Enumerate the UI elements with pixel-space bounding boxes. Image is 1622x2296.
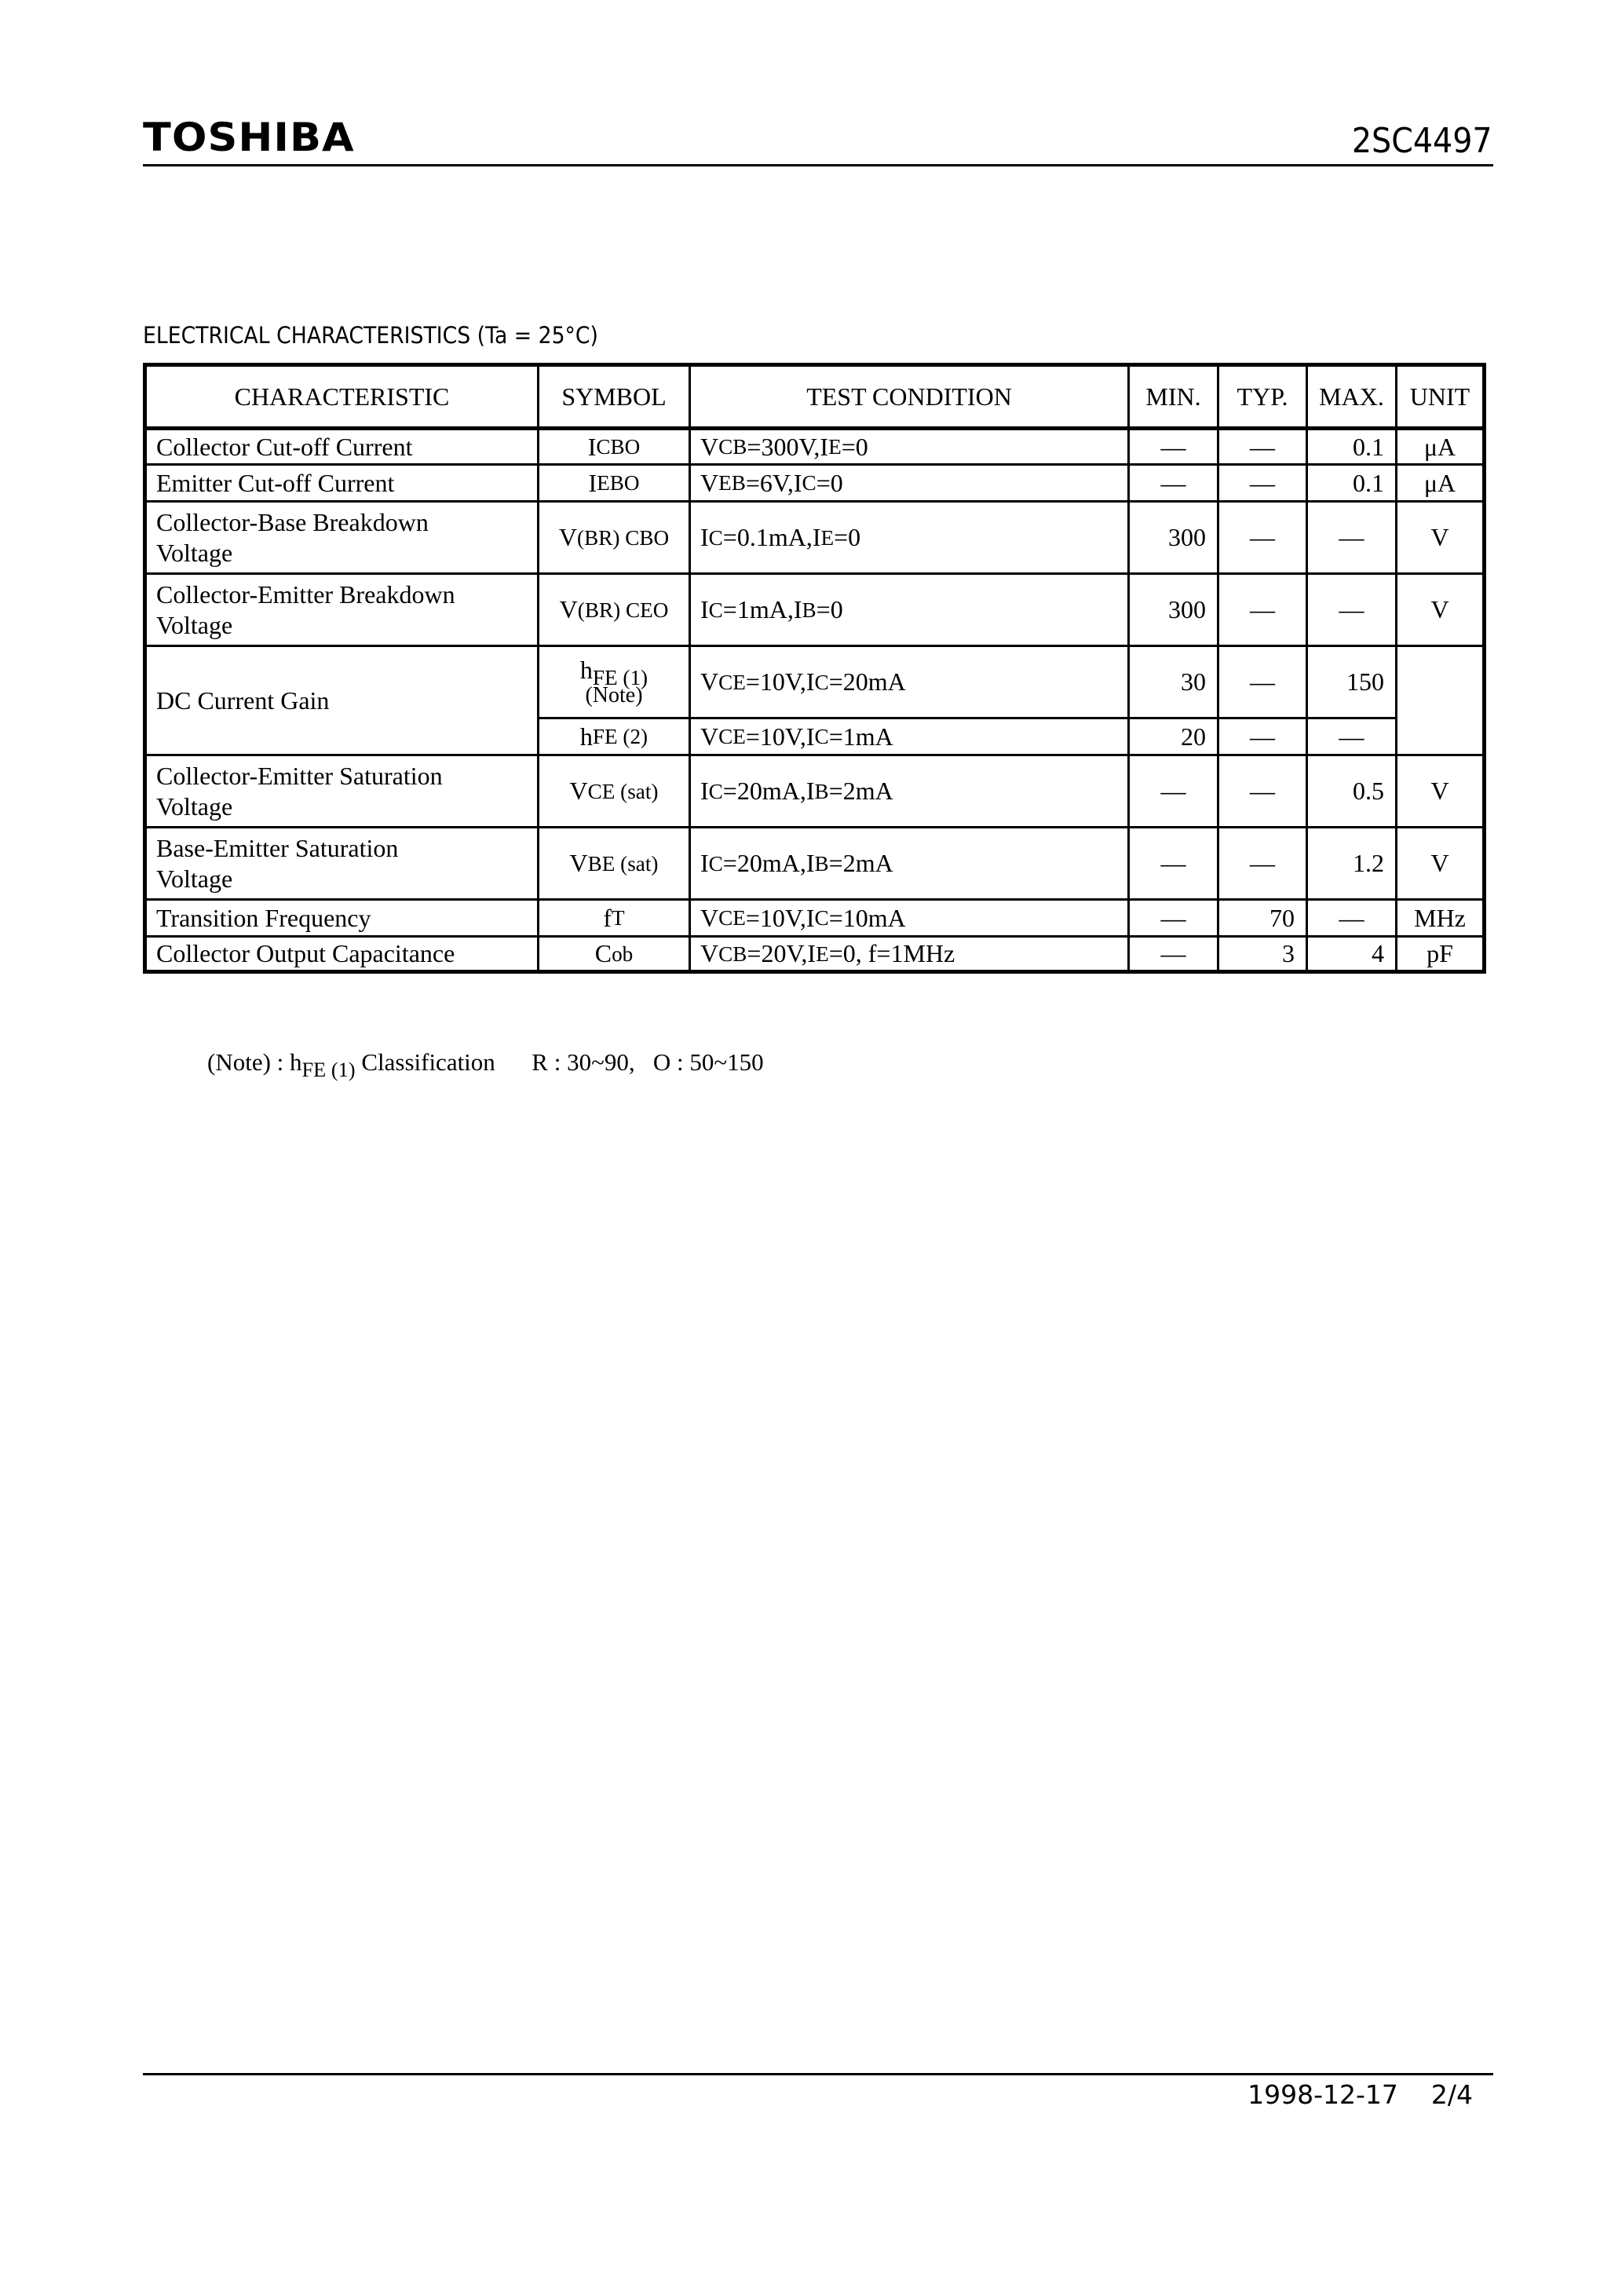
cell-condition: V CE =10V, I C =1mA — [700, 722, 893, 751]
cell-max: 0.1 — [1353, 432, 1384, 461]
cell-max: 0.1 — [1353, 468, 1384, 497]
cell-condition: V CB =300V, I E =0 — [700, 432, 868, 461]
header-divider — [143, 164, 1493, 166]
cell-condition: V CB =20V, I E =0, f=1MHz — [700, 939, 955, 968]
cell-typ: — — [1250, 849, 1275, 878]
electrical-characteristics-table — [143, 363, 1486, 974]
cell-symbol: V (BR) CBO — [558, 523, 670, 552]
cell-max: — — [1339, 523, 1364, 552]
cell-typ: — — [1250, 468, 1275, 497]
cell-min: — — [1160, 849, 1186, 878]
cell-min: 20 — [1181, 722, 1206, 751]
cell-symbol: f T — [603, 903, 625, 932]
cell-min: — — [1160, 777, 1186, 806]
cell-characteristic: Emitter Cut-off Current — [156, 468, 395, 497]
hfe-classification-note: (Note) : $h_{FE (1)}$ Classification R : 30~90, O : 50~150 — [207, 1048, 764, 1081]
cell-max: 0.5 — [1353, 777, 1384, 806]
cell-characteristic: Collector-Emitter Breakdown Voltage — [156, 580, 455, 639]
cell-characteristic: Collector Cut-off Current — [156, 432, 413, 461]
cell-characteristic: Transition Frequency — [156, 903, 371, 932]
col-header-typ: TYP. — [1237, 382, 1288, 411]
cell-unit: μA — [1423, 432, 1456, 461]
cell-min: — — [1160, 468, 1186, 497]
col-header-symbol: SYMBOL — [561, 382, 667, 411]
cell-max: — — [1339, 595, 1364, 624]
cell-condition: I C =20mA, I B =2mA — [700, 777, 893, 806]
cell-unit: V — [1430, 523, 1449, 552]
cell-typ: 3 — [1282, 939, 1295, 968]
cell-min: 300 — [1168, 595, 1206, 624]
cell-condition: I C =1mA, I B =0 — [700, 595, 843, 624]
cell-typ: — — [1250, 523, 1275, 552]
cell-symbol: $h_{FE (1)}$ (Note) — [579, 655, 648, 707]
cell-symbol: h FE (2) — [579, 722, 648, 751]
cell-min: — — [1160, 903, 1186, 932]
cell-symbol: V BE (sat) — [569, 849, 659, 878]
cell-condition: I C =0.1mA, I E =0 — [700, 523, 861, 552]
col-header-max: MAX. — [1319, 382, 1384, 411]
cell-unit: pF — [1427, 939, 1453, 968]
cell-typ: 70 — [1269, 903, 1295, 932]
cell-typ: — — [1250, 595, 1275, 624]
col-header-unit: UNIT — [1409, 382, 1470, 411]
cell-characteristic: DC Current Gain — [156, 686, 330, 715]
cell-unit: MHz — [1414, 903, 1466, 932]
cell-unit: μA — [1423, 468, 1456, 497]
col-header-min: MIN. — [1145, 382, 1201, 411]
cell-characteristic: Collector Output Capacitance — [156, 939, 455, 968]
cell-unit: V — [1430, 849, 1449, 878]
cell-condition: V CE =10V, I C =10mA — [700, 903, 906, 932]
cell-typ: — — [1250, 667, 1275, 696]
footer-date: 1998-12-17 — [1248, 2079, 1398, 2110]
cell-symbol: V CE (sat) — [569, 777, 659, 806]
cell-min: 30 — [1181, 667, 1206, 696]
cell-condition: I C =20mA, I B =2mA — [700, 849, 893, 878]
brand-logo: TOSHIBA — [143, 115, 355, 160]
cell-condition: V EB =6V, I C =0 — [700, 468, 843, 497]
cell-min: — — [1160, 939, 1186, 968]
cell-max: 4 — [1372, 939, 1384, 968]
footer — [1248, 2079, 1473, 2110]
cell-symbol: I EBO — [588, 468, 640, 497]
cell-unit: V — [1430, 595, 1449, 624]
cell-symbol: V (BR) CEO — [559, 595, 669, 624]
cell-characteristic: Base-Emitter Saturation Voltage — [156, 834, 399, 893]
section-title: ELECTRICAL CHARACTERISTICS (Ta = 25°C) — [143, 322, 598, 349]
cell-min: 300 — [1168, 523, 1206, 552]
part-number: 2SC4497 — [1352, 121, 1492, 161]
col-header-test-condition: TEST CONDITION — [806, 382, 1012, 411]
cell-max: 1.2 — [1353, 849, 1384, 878]
footer-divider — [143, 2073, 1493, 2075]
cell-typ: — — [1250, 722, 1275, 751]
cell-characteristic: Collector-Emitter Saturation Voltage — [156, 762, 443, 821]
cell-min: — — [1160, 432, 1186, 461]
cell-symbol: I CBO — [587, 432, 641, 461]
cell-max: — — [1339, 722, 1364, 751]
cell-typ: — — [1250, 777, 1275, 806]
footer-page-number: 2/4 — [1430, 2079, 1473, 2110]
cell-max: 150 — [1346, 667, 1384, 696]
cell-unit: V — [1430, 777, 1449, 806]
cell-max: — — [1339, 903, 1364, 932]
col-header-characteristic: CHARACTERISTIC — [234, 382, 450, 411]
cell-condition: V CE =10V, I C =20mA — [700, 667, 906, 696]
cell-symbol: C ob — [594, 939, 634, 968]
cell-typ: — — [1250, 432, 1275, 461]
cell-characteristic: Collector-Base Breakdown Voltage — [156, 508, 429, 567]
